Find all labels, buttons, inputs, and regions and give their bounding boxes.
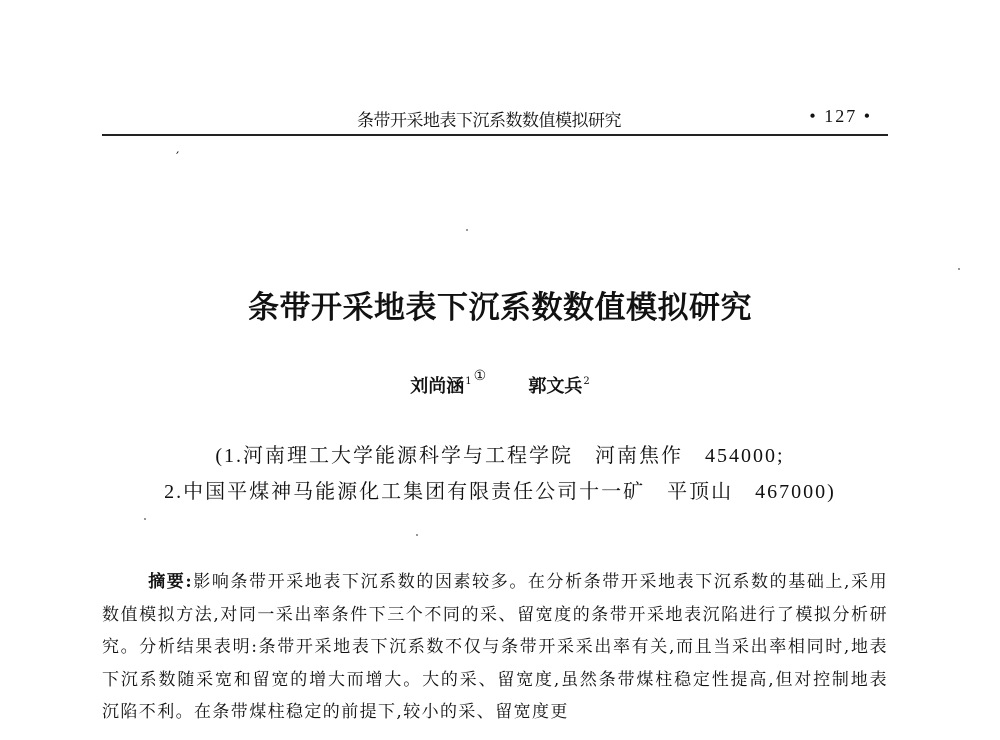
author bbox=[410, 368, 487, 398]
footnote-marker: ① bbox=[473, 368, 487, 384]
affiliation-marker: 1 bbox=[465, 376, 472, 387]
affiliation-line-2: 2.中国平煤神马能源化工集团有限责任公司十一矿 平顶山 467000) bbox=[164, 481, 836, 503]
page-number: • 127 • bbox=[809, 106, 872, 126]
affiliation-marker: 2 bbox=[583, 376, 590, 387]
speck bbox=[466, 229, 468, 231]
author bbox=[528, 372, 589, 398]
paper-title: 条带开采地表下沉系数数值模拟研究 bbox=[248, 290, 752, 326]
header-rule bbox=[102, 134, 888, 136]
author-name: 刘尚涵 bbox=[410, 376, 465, 397]
affiliation-line-1: (1.河南理工大学能源科学与工程学院 河南焦作 454000; bbox=[215, 445, 785, 467]
speck bbox=[416, 534, 418, 536]
speck bbox=[958, 268, 960, 270]
speck bbox=[144, 518, 146, 520]
author-list bbox=[0, 368, 1000, 398]
author-name: 郭文兵 bbox=[528, 376, 583, 397]
abstract bbox=[102, 566, 888, 729]
stray-mark: ′ bbox=[176, 150, 180, 166]
abstract-text: 影响条带开采地表下沉系数的因素较多。在分析条带开采地表下沉系数的基础上,采用数值模拟方法,对同一采出率条件下三个不同的采、留宽度的条带开采地表沉陷进行了模拟分析研究。分析结果表明:条带开采地表下沉系数不仅与条带开采采出率有关,而且当采出率相同时,地表下沉系数随采宽和留宽的增大而增大。大的采、留宽度,虽然条带煤柱稳定性提高,但对控制地表沉陷不利。在条带煤柱稳定的前提下,较小的采、留宽度更 bbox=[102, 572, 888, 722]
running-title: 条带开采地表下沉系数数值模拟研究 bbox=[357, 111, 621, 131]
abstract-label: 摘要: bbox=[148, 572, 194, 592]
running-head bbox=[102, 106, 888, 130]
